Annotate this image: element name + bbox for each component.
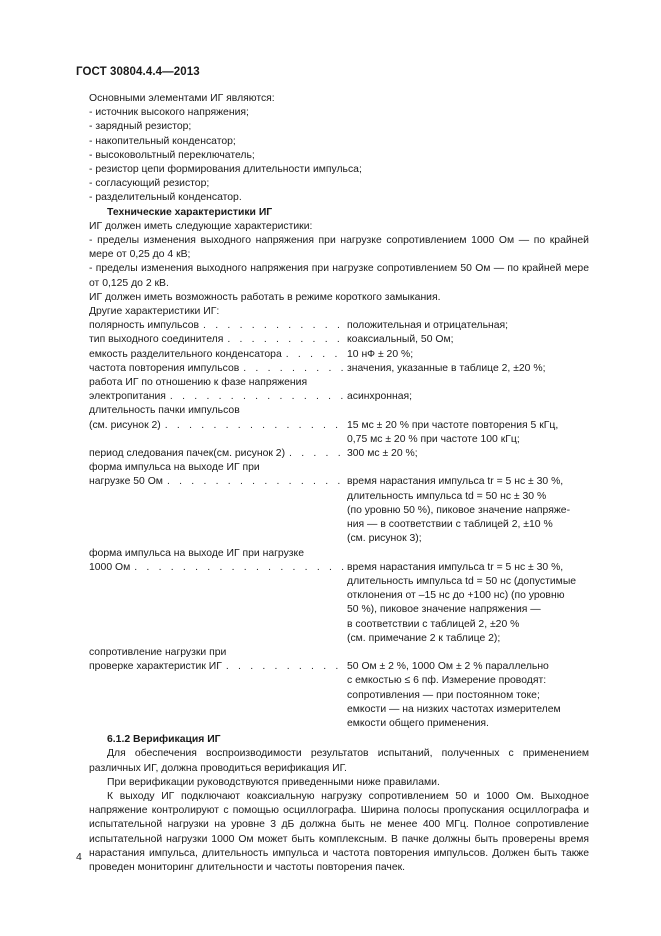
- tech-item: - пределы изменения выходного напряжения при нагрузке сопротивлением 1000 Ом — по крайней мере от 0,25 до 4 кВ;: [89, 235, 589, 261]
- characteristic-row: [89, 447, 589, 461]
- characteristic-row: [89, 333, 589, 347]
- characteristic-row: [89, 348, 589, 362]
- characteristic-label-text: нагрузке 50 Ом: [89, 476, 163, 488]
- characteristic-value-line: длительность импульса td = 50 нс ± 30 %: [347, 490, 547, 502]
- characteristic-value: [347, 362, 589, 376]
- characteristic-label-text: (см. рисунок 2): [89, 419, 161, 431]
- characteristic-value: [347, 390, 589, 404]
- characteristic-value-line: время нарастания импульса tr = 5 нс ± 30 %,: [347, 561, 564, 573]
- characteristic-value: [347, 447, 589, 461]
- characteristic-item: [89, 404, 589, 447]
- leader-dots: [239, 362, 347, 376]
- characteristic-label: [89, 348, 347, 362]
- verification-paragraph: К выходу ИГ подключают коаксиальную нагрузку сопротивлением 50 и 1000 Ом. Выходное напряжение контролируют с помощью осциллографа. Ширина полосы пропускания осциллографа и испытательной нагрузки на уровне 3 дБ должна быть не менее 400 МГц. Полное сопротивление испытательной нагрузки 1000 Ом может быть комплексным. В пачке должны быть проверены время нарастания импульса, длительность импульса и частота повторения импульсов. Должен быть также проведен мониторинг длительности и частоты повторения пачек.: [89, 790, 589, 873]
- characteristic-label-text: частота повторения импульсов: [89, 362, 240, 374]
- characteristic-value-line: (по уровню 50 %), пиковое значение напряже-: [347, 504, 571, 516]
- characteristic-value-line: 10 нФ ± 20 %;: [347, 348, 414, 360]
- characteristic-label: [89, 660, 347, 731]
- characteristic-label-text: полярность импульсов: [89, 320, 200, 332]
- characteristic-value-line: ния — в соответствии с таблицей 2, ±10 %: [347, 519, 553, 531]
- characteristic-value-line: длительность импульса td = 50 нс (допустимые: [347, 575, 577, 587]
- list-item: - разделительный конденсатор.: [89, 192, 242, 204]
- characteristic-value: [347, 660, 589, 731]
- characteristic-label-line: сопротивление нагрузки при: [89, 646, 227, 658]
- standard-header: ГОСТ 30804.4.4—2013: [76, 66, 200, 78]
- characteristic-value-line: коаксиальный, 50 Ом;: [347, 334, 454, 346]
- characteristic-value-line: (см. рисунок 3);: [347, 533, 422, 545]
- characteristic-label: [89, 419, 347, 447]
- characteristic-label: [89, 475, 347, 546]
- leader-dots: [166, 390, 347, 404]
- leader-dots: [222, 660, 347, 731]
- characteristic-row: [89, 319, 589, 333]
- list-item: - согласующий резистор;: [89, 178, 210, 190]
- characteristic-value-line: отклонения от –15 нс до +100 нс) (по уровню: [347, 590, 565, 602]
- characteristic-item: [89, 319, 589, 333]
- characteristic-value: [347, 419, 589, 447]
- characteristic-label: [89, 447, 347, 461]
- characteristic-value-line: асинхронная;: [347, 391, 413, 403]
- characteristic-item: [89, 646, 589, 731]
- characteristic-value-line: емкости — на низких частотах измерителем: [347, 703, 561, 715]
- intro-line: Основными элементами ИГ являются:: [89, 93, 275, 104]
- leader-dots: [285, 447, 347, 461]
- tech-heading: Технические характеристики ИГ: [107, 206, 273, 218]
- characteristic-label: [89, 333, 347, 347]
- characteristic-label-text: 1000 Ом: [89, 561, 131, 573]
- characteristic-value: [347, 319, 589, 333]
- characteristic-label-text: проверке характеристик ИГ: [89, 661, 222, 673]
- characteristic-label-text: электропитания: [89, 391, 166, 403]
- leader-dots: [163, 475, 347, 546]
- characteristic-row: [89, 561, 589, 646]
- characteristic-value: [347, 475, 589, 546]
- characteristic-value-line: с емкостью ≤ 6 пф. Измерение проводят:: [347, 675, 547, 687]
- characteristic-label: [89, 362, 347, 376]
- characteristic-value-line: 0,75 мс ± 20 % при частоте 100 кГц;: [347, 433, 520, 445]
- list-item: - источник высокого напряжения;: [89, 107, 249, 119]
- characteristic-label-line: форма импульса на выходе ИГ при нагрузке: [89, 547, 304, 559]
- characteristic-value: [347, 333, 589, 347]
- characteristic-item: [89, 547, 589, 646]
- section-heading: [89, 733, 589, 747]
- characteristic-value: [347, 561, 589, 646]
- leader-dots: [161, 419, 347, 447]
- characteristic-row: [89, 475, 589, 546]
- leader-dots: [282, 348, 347, 362]
- leader-dots: [199, 319, 347, 333]
- tech-intro: ИГ должен иметь следующие характеристики:: [89, 220, 313, 232]
- characteristic-value-line: (см. примечание 2 к таблице 2);: [347, 632, 501, 644]
- section-title: Верификация ИГ: [133, 734, 221, 746]
- body-text: [89, 92, 589, 875]
- characteristic-value-line: 50 Ом ± 2 %, 1000 Ом ± 2 % параллельно: [347, 661, 549, 673]
- characteristic-label-text: тип выходного соединителя: [89, 334, 224, 346]
- characteristic-value-line: 300 мс ± 20 %;: [347, 448, 418, 460]
- characteristic-label-line: работа ИГ по отношению к фазе напряжения: [89, 377, 308, 389]
- characteristic-label-text: емкость разделительного конденсатора: [89, 348, 282, 360]
- list-item: - зарядный резистор;: [89, 121, 192, 133]
- leader-dots: [130, 561, 347, 646]
- characteristic-label: [89, 390, 347, 404]
- characteristic-value-line: 50 %), пиковое значение напряжения —: [347, 604, 541, 616]
- characteristic-value-line: в соответствии с таблицей 2, ±20 %: [347, 618, 520, 630]
- characteristic-value-line: 15 мс ± 20 % при частоте повторения 5 кГц,: [347, 419, 559, 431]
- characteristic-item: [89, 362, 589, 376]
- characteristics-list: [89, 319, 589, 731]
- characteristic-item: [89, 333, 589, 347]
- characteristic-item: [89, 447, 589, 461]
- tech-item: - пределы изменения выходного напряжения при нагрузке сопротивлением 50 Ом — по крайней мере от 0,125 до 2 кВ.: [89, 263, 589, 289]
- list-item: - высоковольтный переключатель;: [89, 149, 255, 161]
- characteristic-value-line: положительная и отрицательная;: [347, 320, 509, 332]
- list-item: - накопительный конденсатор;: [89, 135, 236, 147]
- characteristic-label-line: форма импульса на выходе ИГ при: [89, 462, 260, 474]
- characteristic-item: [89, 348, 589, 362]
- characteristic-label-line: длительность пачки импульсов: [89, 405, 240, 417]
- characteristic-row: [89, 419, 589, 447]
- leader-dots: [223, 333, 347, 347]
- characteristic-value-line: сопротивления — при постоянном токе;: [347, 689, 540, 701]
- section-number: 6.1.2: [107, 734, 131, 746]
- characteristic-value-line: время нарастания импульса tr = 5 нс ± 30 %,: [347, 476, 564, 488]
- verification-paragraph: Для обеспечения воспроизводимости результатов испытаний, полученных с применением различных ИГ, должна проводиться верификация ИГ.: [89, 748, 589, 774]
- list-item: - резистор цепи формирования длительности импульса;: [89, 164, 362, 176]
- characteristic-item: [89, 376, 589, 404]
- elements-list: [89, 106, 589, 205]
- characteristic-value-line: значения, указанные в таблице 2, ±20 %;: [347, 362, 546, 374]
- characteristic-label: [89, 561, 347, 646]
- characteristic-item: [89, 461, 589, 546]
- characteristic-label: [89, 319, 347, 333]
- characteristic-value-line: емкости общего применения.: [347, 717, 489, 729]
- short-circuit-line: ИГ должен иметь возможность работать в режиме короткого замыкания.: [89, 291, 441, 303]
- other-intro: Другие характеристики ИГ:: [89, 306, 220, 318]
- characteristic-row: [89, 660, 589, 731]
- verification-paragraph: При верификации руководствуются приведенными ниже правилами.: [107, 776, 440, 788]
- characteristic-label-text: период следования пачек(см. рисунок 2): [89, 448, 286, 460]
- characteristic-row: [89, 390, 589, 404]
- characteristic-row: [89, 362, 589, 376]
- characteristic-value: [347, 348, 589, 362]
- page-number: 4: [76, 852, 82, 863]
